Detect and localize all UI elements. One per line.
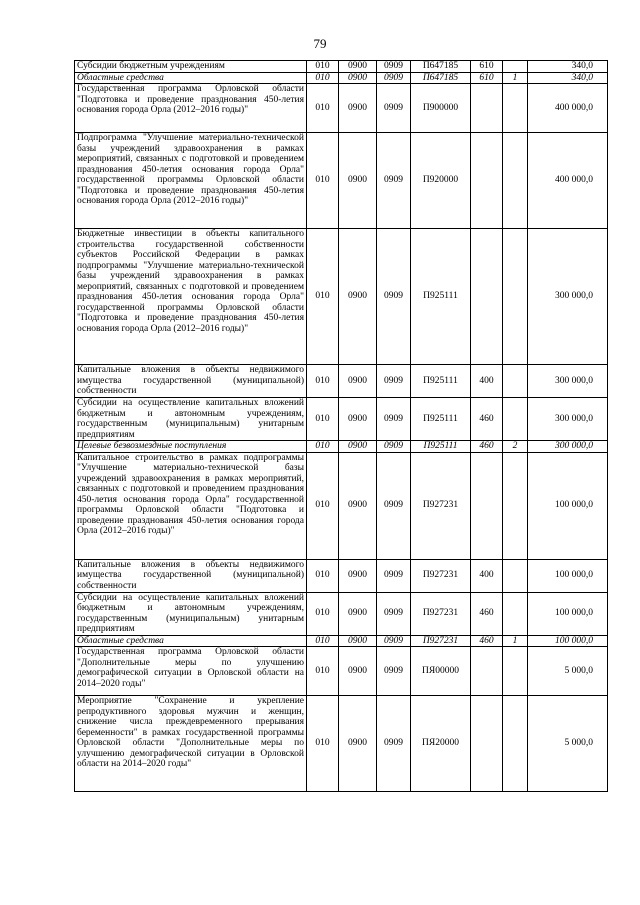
code-cell-6: 1 xyxy=(503,72,528,84)
amount-cell: 5 000,0 xyxy=(528,647,608,696)
code-cell-1: 010 xyxy=(307,696,339,792)
code-cell-2: 0900 xyxy=(339,441,377,453)
table-row xyxy=(75,635,608,647)
code-cell-2: 0900 xyxy=(339,229,377,365)
code-cell-3: 0909 xyxy=(377,559,411,592)
code-cell-6 xyxy=(503,229,528,365)
code-cell-4: П900000 xyxy=(411,84,471,133)
code-cell-1: 010 xyxy=(307,133,339,229)
row-name-cell: Субсидии бюджетным учреждениям xyxy=(75,61,307,73)
code-cell-2: 0900 xyxy=(339,647,377,696)
code-cell-5 xyxy=(471,647,503,696)
row-name-cell: Капитальные вложения в объекты недвижимого имущества государственной (муниципальной) собственности xyxy=(75,365,307,398)
code-cell-6 xyxy=(503,398,528,441)
code-cell-5 xyxy=(471,696,503,792)
code-cell-4: ПЯ20000 xyxy=(411,696,471,792)
row-name-cell: Областные средства xyxy=(75,72,307,84)
code-cell-2: 0900 xyxy=(339,72,377,84)
code-cell-1: 010 xyxy=(307,647,339,696)
code-cell-6 xyxy=(503,696,528,792)
code-cell-6 xyxy=(503,592,528,635)
code-cell-6 xyxy=(503,133,528,229)
code-cell-2: 0900 xyxy=(339,133,377,229)
code-cell-2: 0900 xyxy=(339,84,377,133)
code-cell-5: 460 xyxy=(471,398,503,441)
code-cell-4: П927231 xyxy=(411,635,471,647)
code-cell-3: 0909 xyxy=(377,592,411,635)
code-cell-3: 0909 xyxy=(377,647,411,696)
code-cell-3: 0909 xyxy=(377,72,411,84)
code-cell-2: 0900 xyxy=(339,365,377,398)
code-cell-1: 010 xyxy=(307,452,339,559)
row-name-cell: Капитальные вложения в объекты недвижимого имущества государственной (муниципальной) собственности xyxy=(75,559,307,592)
row-name-cell: Субсидии на осуществление капитальных вложений бюджетным и автономным учреждениям, государственным (муниципальным) унитарным предприятиям xyxy=(75,592,307,635)
code-cell-4: П920000 xyxy=(411,133,471,229)
code-cell-5: 460 xyxy=(471,635,503,647)
code-cell-6: 1 xyxy=(503,635,528,647)
code-cell-3: 0909 xyxy=(377,635,411,647)
table-row xyxy=(75,133,608,229)
code-cell-5 xyxy=(471,133,503,229)
code-cell-5: 400 xyxy=(471,559,503,592)
code-cell-5 xyxy=(471,84,503,133)
budget-table xyxy=(74,60,608,792)
code-cell-2: 0900 xyxy=(339,398,377,441)
table-row xyxy=(75,84,608,133)
code-cell-6 xyxy=(503,559,528,592)
amount-cell: 340,0 xyxy=(528,72,608,84)
code-cell-4: П647185 xyxy=(411,61,471,73)
code-cell-2: 0900 xyxy=(339,635,377,647)
code-cell-5: 610 xyxy=(471,72,503,84)
row-name-cell: Государственная программа Орловской области "Подготовка и проведение празднования 450-летия основания города Орла (2012–2016 годы)" xyxy=(75,84,307,133)
row-name-cell: Областные средства xyxy=(75,635,307,647)
amount-cell: 400 000,0 xyxy=(528,133,608,229)
table-row xyxy=(75,441,608,453)
code-cell-4: П927231 xyxy=(411,559,471,592)
amount-cell: 300 000,0 xyxy=(528,441,608,453)
code-cell-6 xyxy=(503,647,528,696)
code-cell-5 xyxy=(471,452,503,559)
code-cell-1: 010 xyxy=(307,592,339,635)
code-cell-2: 0900 xyxy=(339,592,377,635)
code-cell-5: 460 xyxy=(471,441,503,453)
code-cell-3: 0909 xyxy=(377,229,411,365)
code-cell-3: 0909 xyxy=(377,398,411,441)
amount-cell: 300 000,0 xyxy=(528,229,608,365)
code-cell-2: 0900 xyxy=(339,61,377,73)
amount-cell: 100 000,0 xyxy=(528,559,608,592)
code-cell-4: П925111 xyxy=(411,441,471,453)
table-row xyxy=(75,452,608,559)
row-name-cell: Капитальное строительство в рамках подпрограммы "Улучшение материально-технической базы учреждений здравоохранения в рамках мероприятий, связанных с подготовкой и проведением празднования 450-летия основания города Орла" государственной программы Орловской области "Подготовка и проведение празднования 450-летия основания города Орла (2012–2016 годы)" xyxy=(75,452,307,559)
code-cell-4: П925111 xyxy=(411,365,471,398)
code-cell-5: 610 xyxy=(471,61,503,73)
code-cell-1: 010 xyxy=(307,365,339,398)
table-row xyxy=(75,229,608,365)
code-cell-6: 2 xyxy=(503,441,528,453)
amount-cell: 100 000,0 xyxy=(528,635,608,647)
code-cell-6 xyxy=(503,84,528,133)
table-row xyxy=(75,365,608,398)
code-cell-4: П927231 xyxy=(411,592,471,635)
code-cell-4: П925111 xyxy=(411,229,471,365)
code-cell-3: 0909 xyxy=(377,696,411,792)
code-cell-6 xyxy=(503,365,528,398)
amount-cell: 100 000,0 xyxy=(528,592,608,635)
code-cell-3: 0909 xyxy=(377,61,411,73)
code-cell-6 xyxy=(503,61,528,73)
table-row xyxy=(75,592,608,635)
amount-cell: 300 000,0 xyxy=(528,398,608,441)
row-name-cell: Государственная программа Орловской области "Дополнительные меры по улучшению демографической ситуации в Орловской области на 2014–2020 годы" xyxy=(75,647,307,696)
table-row xyxy=(75,72,608,84)
code-cell-5: 460 xyxy=(471,592,503,635)
code-cell-3: 0909 xyxy=(377,133,411,229)
amount-cell: 100 000,0 xyxy=(528,452,608,559)
code-cell-5 xyxy=(471,229,503,365)
code-cell-2: 0900 xyxy=(339,696,377,792)
amount-cell: 340,0 xyxy=(528,61,608,73)
code-cell-5: 400 xyxy=(471,365,503,398)
code-cell-4: П925111 xyxy=(411,398,471,441)
code-cell-2: 0900 xyxy=(339,559,377,592)
table-row xyxy=(75,647,608,696)
code-cell-4: П647185 xyxy=(411,72,471,84)
row-name-cell: Мероприятие "Сохранение и укрепление репродуктивного здоровья мужчин и женщин, снижение числа преждевременного прерывания беременности" в рамках государственной программы Орловской области "Дополнительные меры по улучшению демографической ситуации в Орловской области на 2014–2020 годы" xyxy=(75,696,307,792)
code-cell-1: 010 xyxy=(307,229,339,365)
table-row xyxy=(75,61,608,73)
code-cell-6 xyxy=(503,452,528,559)
page-number: 79 xyxy=(313,36,327,51)
table-row xyxy=(75,696,608,792)
code-cell-1: 010 xyxy=(307,72,339,84)
code-cell-4: ПЯ00000 xyxy=(411,647,471,696)
row-name-cell: Целевые безвозмездные поступления xyxy=(75,441,307,453)
code-cell-2: 0900 xyxy=(339,452,377,559)
table-row xyxy=(75,398,608,441)
code-cell-1: 010 xyxy=(307,635,339,647)
code-cell-3: 0909 xyxy=(377,452,411,559)
code-cell-3: 0909 xyxy=(377,365,411,398)
table-row xyxy=(75,559,608,592)
row-name-cell: Бюджетные инвестиции в объекты капитального строительства государственной собственности субъектов Российской Федерации в рамках подпрограммы "Улучшение материально-технической базы учреждений здравоохранения в рамках мероприятий, связанных с подготовкой и проведением празднования 450-летия основания города Орла" государственной программы Орловской области "Подготовка и проведение празднования 450-летия основания города Орла (2012–2016 годы)" xyxy=(75,229,307,365)
code-cell-1: 010 xyxy=(307,398,339,441)
row-name-cell: Субсидии на осуществление капитальных вложений бюджетным и автономным учреждениям, государственным (муниципальным) унитарным предприятиям xyxy=(75,398,307,441)
code-cell-3: 0909 xyxy=(377,84,411,133)
code-cell-4: П927231 xyxy=(411,452,471,559)
code-cell-1: 010 xyxy=(307,61,339,73)
amount-cell: 400 000,0 xyxy=(528,84,608,133)
code-cell-3: 0909 xyxy=(377,441,411,453)
code-cell-1: 010 xyxy=(307,84,339,133)
amount-cell: 5 000,0 xyxy=(528,696,608,792)
code-cell-1: 010 xyxy=(307,441,339,453)
row-name-cell: Подпрограмма "Улучшение материально-технической базы учреждений здравоохранения в рамках мероприятий, связанных с подготовкой и проведением празднования 450-летия основания города Орла" государственной программы Орловской области "Подготовка и проведение празднования 450-летия основания города Орла (2012–2016 годы)" xyxy=(75,133,307,229)
code-cell-1: 010 xyxy=(307,559,339,592)
amount-cell: 300 000,0 xyxy=(528,365,608,398)
